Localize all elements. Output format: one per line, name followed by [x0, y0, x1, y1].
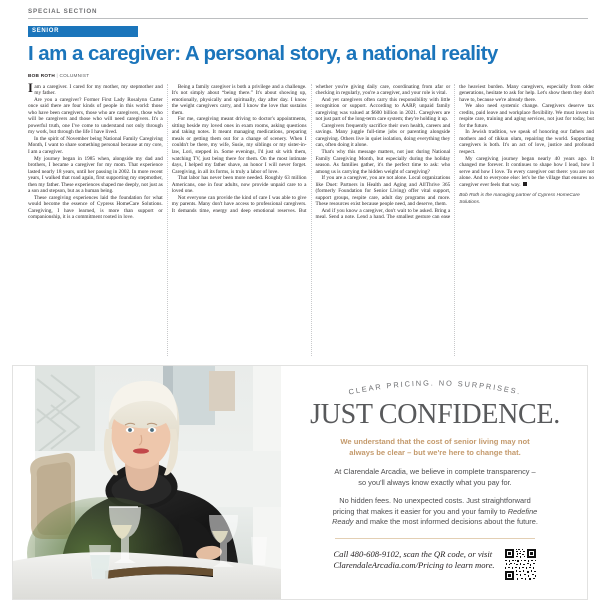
article-paragraph: My journey began in 1985 when, alongside my dad and brothers, I became a caregiver for my mom. That experience lasted nearly 18 years, until her passing in 2002. In more recent years, I walked that road again, first supporting my stepmother, then my father. These experiences shaped me deeply, not just as a son and stepson, but as a human being.: [28, 155, 163, 195]
ad-body2-italic-redefine: Redefine: [507, 506, 538, 516]
article-paragraph: We also need systemic change. Caregivers deserve tax credits, paid leave and workplace flexibility. We must invest in respite care, training and aging services, not just for today, but for the future.: [459, 103, 594, 129]
ad-body-paragraph-2: [297, 496, 573, 528]
ad-cta-line2: ClarendaleArcadia.com/Pricing to learn more.: [333, 560, 495, 571]
ad-headline: JUST CONFIDENCE.: [310, 399, 560, 430]
ad-divider: [335, 538, 535, 539]
header-divider: [28, 18, 588, 19]
article-paragraph: Are you a caregiver? Former First Lady Rosalynn Carter once said there are four kinds of people in this world: those who have been caregivers, those who are caregivers, those who will be caregivers and those who will need caregivers. It's a powerful truth, one I've come to understand not only through my work, but through the life I have lived.: [28, 96, 163, 136]
ad-body1-line1: At Clarendale Arcadia, we believe in complete transparency –: [334, 467, 536, 476]
senior-woman-photo: [13, 366, 281, 599]
article-paragraph: And if you know a caregiver, don't wait to be asked. Bring a meal. Send a note. Lend a hand. The smallest gesture can ease the heaviest burden. Many caregivers, especially from older generations, hesitate to ask for help. Let's show them they don't have to, because we're already there.: [315, 83, 594, 221]
article-paragraph: In Jewish tradition, we speak of honoring our fathers and mothers and of tikkun olam, repairing the world. Supporting caregivers is both. It's an act of love, justice and profound respect.: [459, 129, 594, 155]
section-kicker: SPECIAL SECTION: [28, 8, 98, 15]
section-badge: SENIOR: [28, 26, 138, 37]
byline-role: COLUMNIST: [59, 72, 90, 78]
article-paragraph: Being a family caregiver is both a privilege and a challenge. It's not simply about “being there.” It's about showing up, emotionally, physically and spiritually, day after day. I know the weight caregivers carry, and I know the love that sustains them.: [171, 83, 307, 116]
byline-separator: |: [56, 72, 58, 78]
article-paragraph: Caregivers frequently sacrifice their own health, careers and savings. Many juggle full-time jobs or parenting alongside caregiving. Others live in quiet isolation, doing everything they can, often doing it alone.: [315, 122, 451, 149]
ad-body2-italic-ready: Ready: [332, 517, 354, 527]
article-paragraph: That labor has never been more needed. Roughly 63 million Americans, one in four adults, now provide unpaid care to a loved one.: [171, 175, 307, 195]
end-mark-icon: [523, 182, 527, 186]
ad-cta-line1: Call 480-608-9102, scan the QR code, or visit: [333, 548, 493, 559]
ad-subheadline-line1: We understand that the cost of senior living may not: [340, 437, 530, 446]
article-paragraph: And yet caregivers often carry this responsibility with little recognition or support. According to AARP, unpaid family caregiving was valued at $600 billion in 2021. Caregivers are not just part of the long-term care system; they're holding it up.: [315, 96, 451, 123]
article-body: [28, 80, 594, 356]
ad-cta-text: [333, 548, 494, 572]
author-signature: Bob Roth is the managing partner of Cypress HomeCare Solutions.: [459, 193, 580, 205]
ad-photo: [13, 366, 281, 599]
qr-code-icon[interactable]: [504, 548, 537, 581]
ad-body-paragraph-1: [297, 467, 573, 488]
ad-subheadline-line2: always be clear – but we're here to change that.: [349, 447, 521, 457]
article-paragraph: In the spirit of November being National Family Caregiving Month, I want to share something personal because at my core, I am a caregiver.: [28, 135, 163, 155]
ad-body2-line3: and make the most informed decisions about the future.: [353, 517, 538, 527]
ad-subheadline: [297, 437, 573, 458]
byline-author: BOB ROTH: [28, 72, 55, 78]
article-paragraph: Not everyone can provide the kind of care I was able to give my parents. Many don't have access to professional caregivers. It demands time, energy and deep emotional reserves. But whether you're giving daily care, coordinating from afar or checking in regularly, you're a caregiver, and your role is vital.: [171, 83, 451, 214]
article-paragraph: Iam a caregiver. I cared for my mother, my stepmother and my father.: [28, 80, 163, 97]
article-paragraph-text: My caregiving journey began nearly 40 years ago. It changed me forever. It continues to shape how I lead, how I serve and how I love. To every caregiver out there: you are not alone. And to everyone else: let's be the village that ensures no caregiver ever feels that way.: [459, 155, 594, 188]
ad-call-to-action[interactable]: [297, 548, 573, 581]
article-paragraph: If you are a caregiver, you are not alone. Local organizations like Duet: Partners in Health and Aging and AllThrive 365 (formerly Foundation for Senior Living) offer vital support, support groups, respite care, adult day programs and more. These resources exist because people need, and deserve, them.: [315, 175, 451, 208]
ad-body1-line2: so you'll always know exactly what you pay for.: [358, 477, 512, 487]
advertisement[interactable]: [12, 365, 588, 600]
byline: [28, 73, 588, 78]
arc-text-svg: [310, 378, 560, 402]
article-paragraph: For me, caregiving meant driving to doctor's appointments, sitting beside my loved ones in exam rooms, asking questions and taking notes. It meant managing medications, preparing meals or getting them out for a change of scenery. When I couldn't be there, my wife, Susie, my siblings or my sister-in-law, Lori, stepped in. Some evenings, I'd just sit with them, watching TV, just being there for them. On the most intimate days, I helped my father shave, an honor I will never forget. Caregiving, in all its forms, is truly a labor of love.: [171, 116, 307, 175]
ad-copy: [281, 366, 587, 599]
article-paragraph: That's why this message matters, not just during National Family Caregiving Month, but especially during the holiday season. As families gather, it's the perfect time to ask: who among us is carrying the hidden weight of caregiving?: [315, 148, 451, 175]
ad-body2-line1: No hidden fees. No unexpected costs. Just straightforward: [339, 496, 531, 506]
article-paragraph: These caregiving experiences laid the foundation for what would become the essence of Cypress HomeCare Solutions. Caregiving, I have learned, is more than support or companionship, it is a commitment rooted in love.: [28, 194, 163, 221]
arc-tagline-text: CLEAR PRICING. NO SURPRISES.: [347, 378, 523, 397]
svg-text:CLEAR PRICING. NO SURPRISES.: [348, 378, 523, 396]
article-paragraph-last: [459, 156, 594, 189]
ad-body2-line2: pricing that makes it easier for you and your family to: [332, 506, 508, 516]
page-title: I am a caregiver: A personal story, a national reality: [28, 42, 498, 65]
ad-arc-tagline: [297, 378, 573, 402]
